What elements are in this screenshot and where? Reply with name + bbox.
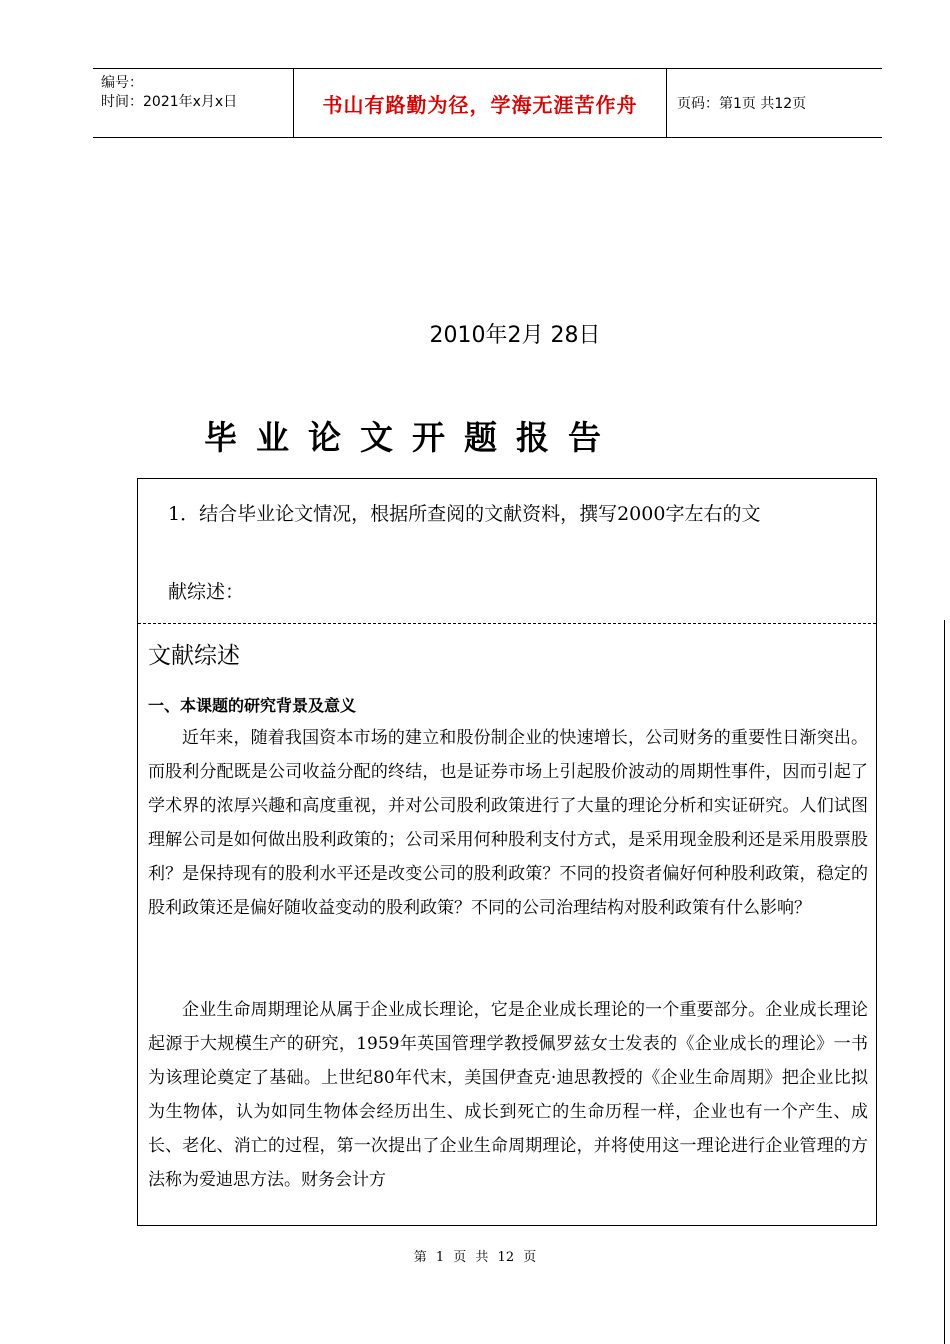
section-subheading: 一、本课题的研究背景及意义 <box>148 696 357 715</box>
prompt-line-1: 1．结合毕业论文情况，根据所查阅的文献资料，撰写2000字左右的文 <box>168 503 761 525</box>
header-page-info: 页码：第1页 共12页 <box>677 96 807 112</box>
page-footer: 第 1 页 共 12 页 <box>413 1250 537 1265</box>
header-meta-cell <box>93 69 293 137</box>
serial-label: 编号： <box>101 75 143 91</box>
header-table <box>93 68 882 138</box>
time-label: 时间：2021年x月x日 <box>101 94 238 110</box>
paragraph-1: 近年来，随着我国资本市场的建立和股份制企业的快速增长，公司财务的重要性日渐突出。而股利分配既是公司收益分配的终结，也是证券市场上引起股价波动的周期性事件，因而引起了学术界的浓厚兴趣和高度重视，并对公司股利政策进行了大量的理论分析和实证研究。人们试图理解公司是如何做出股利政策的；公司采用何种股利支付方式，是采用现金股利还是采用股票股利？是保持现有的股利水平还是改变公司的股利政策？不同的投资者偏好何种股利政策，稳定的股利政策还是偏好随收益变动的股利政策？不同的公司治理结构对股利政策有什么影响？ <box>148 728 868 918</box>
report-date-text: 2010年2月 28日 <box>429 323 601 348</box>
page-title: 毕业论文开题报告 <box>204 418 620 457</box>
right-edge-line <box>944 620 945 1344</box>
dashed-divider <box>138 623 876 624</box>
section-heading: 文献综述 <box>148 643 240 669</box>
report-date <box>0 318 950 349</box>
paragraph-2: 企业生命周期理论从属于企业成长理论，它是企业成长理论的一个重要部分。企业成长理论起源于大规模生产的研究，1959年英国管理学教授佩罗兹女士发表的《企业成长的理论》一书为该理论奠定了基础。上世纪80年代末，美国伊查克·迪思教授的《企业生命周期》把企业比拟为生物体，认为如同生物体会经历出生、成长到死亡的生命历程一样，企业也有一个产生、成长、老化、消亡的过程，第一次提出了企业生命周期理论，并将使用这一理论进行企业管理的方法称为爱迪思方法。财务会计方 <box>148 1000 868 1190</box>
content-box <box>137 478 877 1226</box>
header-motto: 书山有路勤为径，学海无涯苦作舟 <box>293 69 667 137</box>
prompt-line-2: 献综述： <box>168 581 245 603</box>
